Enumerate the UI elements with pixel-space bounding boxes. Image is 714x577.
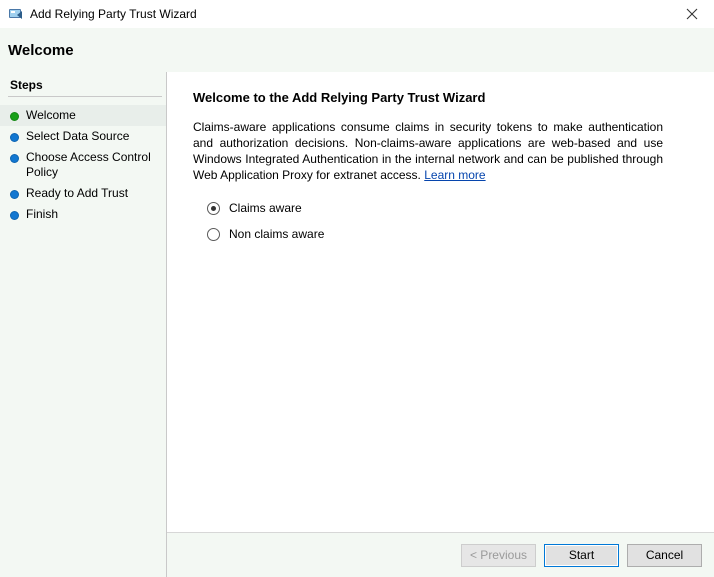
content-description-text: Claims-aware applications consume claims in security tokens to make authentication and authorization decisions. Non-claims-aware applications are web-based and use Windows Integrated Authentication in the internal network and can be published through Web Application Proxy for extranet access. <box>193 120 663 182</box>
content-title: Welcome to the Add Relying Party Trust Wizard <box>193 90 486 105</box>
step-bullet-icon <box>10 211 19 220</box>
steps-sidebar <box>0 72 166 577</box>
cancel-button[interactable]: Cancel <box>627 544 702 567</box>
sidebar-item-choose-access-control-policy[interactable] <box>0 147 166 183</box>
step-bullet-icon <box>10 190 19 199</box>
previous-button[interactable]: < Previous <box>461 544 536 567</box>
sidebar-item-ready-to-add-trust[interactable] <box>0 183 166 204</box>
title-bar <box>0 0 714 28</box>
window-title: Add Relying Party Trust Wizard <box>30 7 197 21</box>
wizard-body <box>0 72 714 577</box>
steps-list <box>0 105 166 225</box>
step-bullet-icon <box>10 133 19 142</box>
steps-header: Steps <box>10 78 43 92</box>
radio-button-icon[interactable] <box>207 202 220 215</box>
radio-option-non-claims-aware[interactable] <box>207 227 692 241</box>
learn-more-link[interactable]: Learn more <box>424 168 486 182</box>
sidebar-item-label: Choose Access Control Policy <box>26 150 151 179</box>
sidebar-item-label: Finish <box>26 207 59 221</box>
step-bullet-icon <box>10 154 19 163</box>
radio-option-claims-aware[interactable] <box>207 201 692 215</box>
steps-divider <box>8 96 162 97</box>
sidebar-item-label: Welcome <box>26 108 76 122</box>
content-description <box>193 119 663 183</box>
sidebar-item-label: Select Data Source <box>26 129 130 143</box>
claims-mode-radio-group <box>207 201 692 241</box>
sidebar-item-label: Ready to Add Trust <box>26 186 129 200</box>
page-header <box>0 28 714 72</box>
radio-button-icon[interactable] <box>207 228 220 241</box>
radio-option-label: Non claims aware <box>229 227 325 241</box>
page-title: Welcome <box>8 41 74 59</box>
wizard-app-icon <box>8 6 24 22</box>
radio-option-label: Claims aware <box>229 201 302 215</box>
sidebar-item-finish[interactable] <box>0 204 166 225</box>
content-pane <box>167 72 714 577</box>
close-icon[interactable] <box>670 0 714 28</box>
content-inner <box>167 72 714 532</box>
sidebar-item-welcome[interactable] <box>0 105 166 126</box>
wizard-footer <box>167 532 714 577</box>
step-bullet-icon <box>10 112 19 121</box>
start-button[interactable]: Start <box>544 544 619 567</box>
sidebar-item-select-data-source[interactable] <box>0 126 166 147</box>
